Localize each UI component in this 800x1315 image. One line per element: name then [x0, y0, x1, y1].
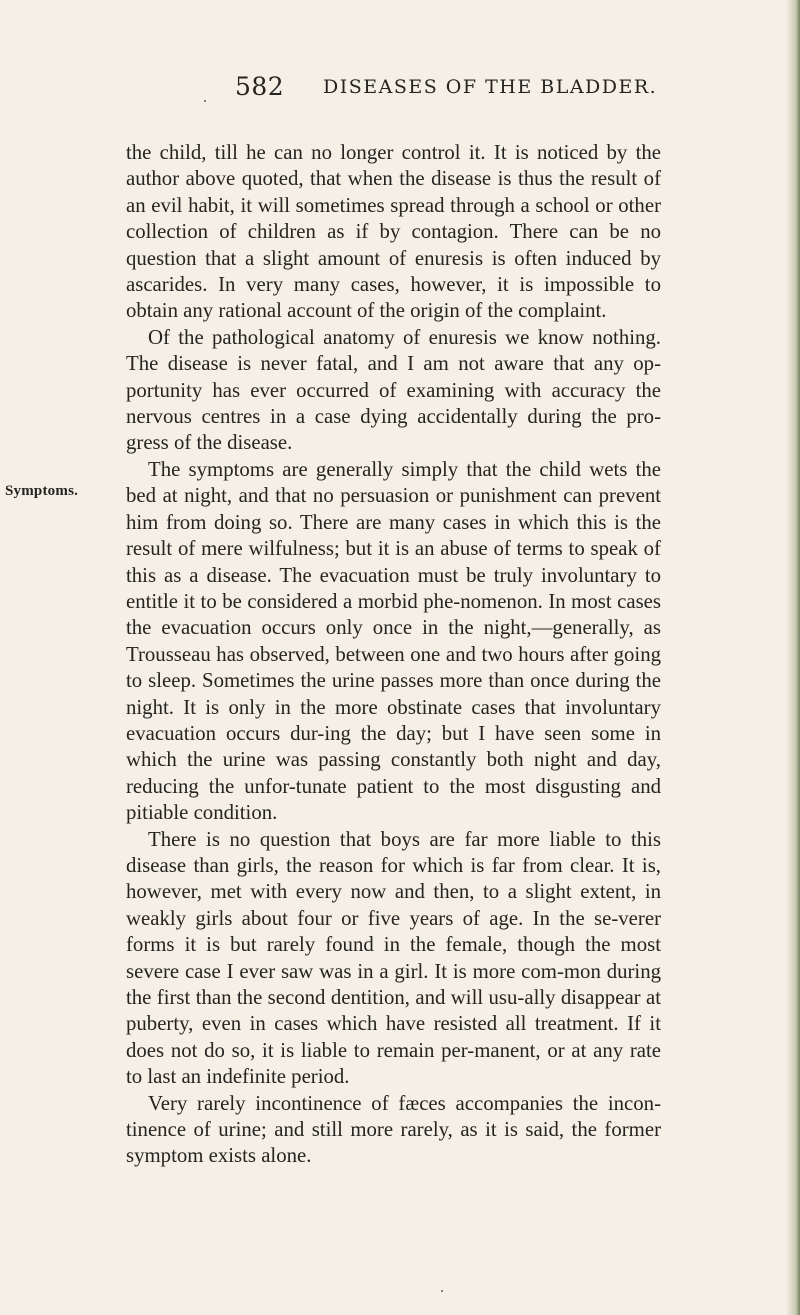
paragraph-5: Very rarely incontinence of fæces accompanies the incon-tinence of urine; and still more rarely, as it is said, the former symptom exists alone.	[126, 1091, 661, 1168]
running-title: DISEASES OF THE BLADDER.	[323, 76, 658, 98]
paragraph-4: There is no question that boys are far more liable to this disease than girls, the reason for which is far from clear. It is, however, met with every now and then, to a slight extent, in weakly girls about four or five years of age. In the se-verer forms it is but rarely found in the female, though the most severe case I ever saw was in a girl. It is more com-mon during the first than the second dentition, and will usu-ally disappear at puberty, even in cases which have resisted all treatment. If it does not do so, it is liable to remain per-manent, or at any rate to last an indefinite period.	[126, 827, 661, 1089]
paper-speck	[204, 100, 206, 102]
page-number: 582	[235, 72, 285, 101]
body-text	[126, 140, 661, 1170]
paragraph-1: the child, till he can no longer control it. It is noticed by the author above quoted, that when the disease is thus the result of an evil habit, it will sometimes spread through a school or other collection of children as if by contagion. There can be no question that a slight amount of enuresis is often induced by ascarides. In very many cases, however, it is impossible to obtain any rational account of the origin of the complaint.	[126, 141, 661, 323]
margin-note-symptoms: Symptoms.	[5, 483, 79, 499]
paper-speck	[441, 1290, 443, 1292]
paragraph-3: The symptoms are generally simply that the child wets the bed at night, and that no persuasion or punishment can prevent him from doing so. There are many cases in which this is the result of mere wilfulness; but it is an abuse of terms to speak of this as a disease. The evacuation must be truly involuntary to entitle it to be considered a morbid phe-nomenon. In most cases the evacuation occurs only once in the night,—generally, as Trousseau has observed, between one and two hours after going to sleep. Sometimes the urine passes more than once during the night. It is only in the more obstinate cases that involuntary evacuation occurs dur-ing the day; but I have seen some in which the urine was passing constantly both night and day, reducing the unfor-tunate patient to the most disgusting and pitiable condition.	[126, 457, 661, 825]
page-header	[0, 72, 800, 112]
paragraph-2: Of the pathological anatomy of enuresis we know nothing. The disease is never fatal, and I am not aware that any op-portunity has ever occurred of examining with accuracy the nervous centres in a case dying accidentally during the pro-gress of the disease.	[126, 325, 661, 455]
page-edge-shadow	[786, 0, 800, 1315]
